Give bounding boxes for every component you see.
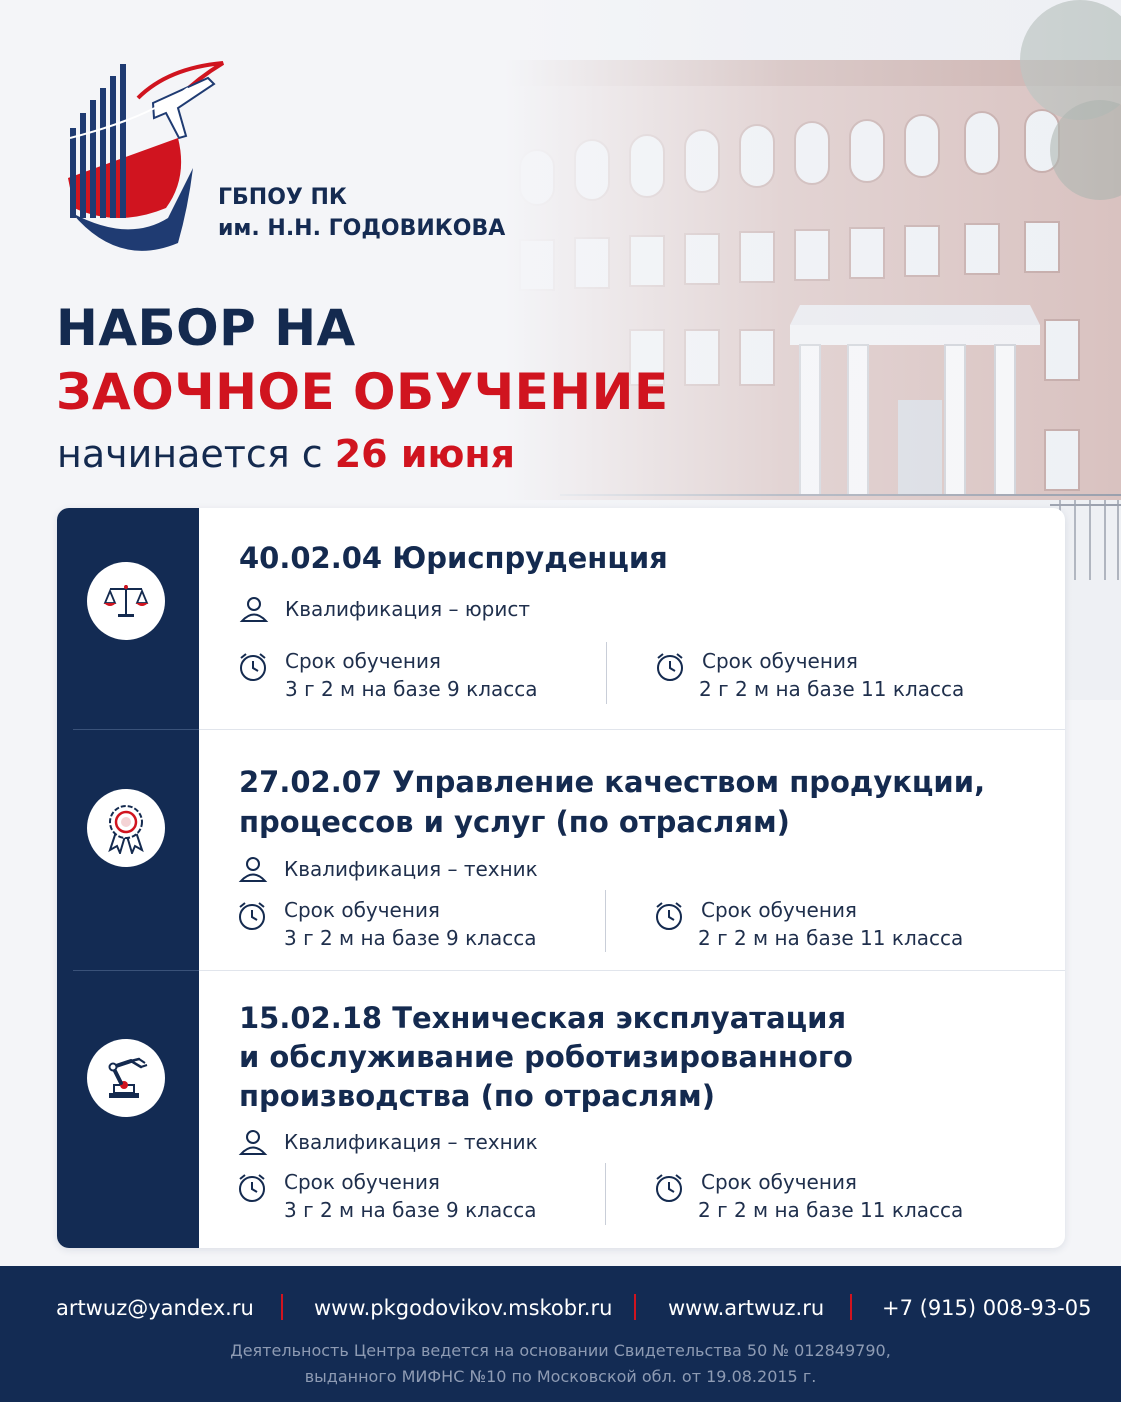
duration-label: Срок обучения	[701, 1170, 857, 1194]
website-link[interactable]: www.pkgodovikov.mskobr.ru	[314, 1296, 613, 1320]
person-icon	[239, 594, 269, 624]
start-date-line	[57, 430, 515, 478]
qualification: Квалификация – юрист	[285, 597, 530, 621]
row-separator	[199, 970, 1065, 971]
org-line-1: ГБПОУ ПК	[218, 185, 347, 210]
clock-icon	[237, 651, 269, 683]
program-title: 15.02.18 Техническая эксплуатация	[239, 1001, 847, 1035]
duration-value: 3 г 2 м на базе 9 класса	[284, 1198, 537, 1222]
qualification: Квалификация – техник	[284, 857, 538, 881]
website-link[interactable]: www.artwuz.ru	[668, 1296, 825, 1320]
duration-label: Срок обучения	[285, 649, 441, 673]
org-line-2: им. Н.Н. ГОДОВИКОВА	[218, 216, 506, 241]
row-separator	[199, 729, 1065, 730]
column-divider	[605, 890, 606, 952]
rail-separator	[73, 970, 203, 971]
contact-separator	[850, 1294, 852, 1320]
duration-label: Срок обучения	[284, 1170, 440, 1194]
programs-card	[57, 508, 1065, 1248]
phone-link[interactable]: +7 (915) 008-93-05	[882, 1296, 1092, 1320]
duration-value: 2 г 2 м на базе 11 класса	[698, 1198, 964, 1222]
clock-icon	[236, 1172, 268, 1204]
column-divider	[605, 1163, 606, 1225]
legal-line-1: Деятельность Центра ведется на основании Свидетельства 50 № 012849790,	[230, 1341, 891, 1360]
start-date-prefix: начинается с	[57, 432, 335, 476]
contact-separator	[634, 1294, 636, 1320]
clock-icon	[653, 1172, 685, 1204]
headline-line-2: ЗАОЧНОЕ ОБУЧЕНИЕ	[56, 363, 669, 421]
program-title: производства (по отраслям)	[239, 1079, 715, 1113]
duration-value: 3 г 2 м на базе 9 класса	[284, 926, 537, 950]
program-title: 40.02.04 Юриспруденция	[239, 541, 668, 575]
duration-value: 2 г 2 м на базе 11 класса	[699, 677, 965, 701]
program-title: 27.02.07 Управление качеством продукции,	[239, 765, 986, 799]
person-icon	[238, 854, 268, 884]
duration-value: 2 г 2 м на базе 11 класса	[698, 926, 964, 950]
college-logo	[58, 58, 238, 258]
duration-label: Срок обучения	[701, 898, 857, 922]
clock-icon	[653, 900, 685, 932]
duration-label: Срок обучения	[702, 649, 858, 673]
headline-line-1: НАБОР НА	[56, 299, 356, 357]
qualification: Квалификация – техник	[284, 1130, 538, 1154]
email-link[interactable]: artwuz@yandex.ru	[56, 1296, 254, 1320]
award-rosette-icon	[87, 789, 165, 867]
legal-line-2: выданного МИФНС №10 по Московской обл. от 19.08.2015 г.	[304, 1367, 817, 1386]
organization-name	[218, 182, 505, 244]
program-title: и обслуживание роботизированного	[239, 1040, 853, 1074]
start-date: 26 июня	[334, 432, 516, 476]
clock-icon	[236, 900, 268, 932]
duration-label: Срок обучения	[284, 898, 440, 922]
person-icon	[238, 1127, 268, 1157]
duration-value: 3 г 2 м на базе 9 класса	[285, 677, 538, 701]
rail-separator	[73, 729, 203, 730]
scales-icon	[87, 562, 165, 640]
clock-icon	[654, 651, 686, 683]
contact-separator	[281, 1294, 283, 1320]
column-divider	[606, 642, 607, 704]
program-title: процессов и услуг (по отраслям)	[239, 805, 790, 839]
robot-arm-icon	[87, 1039, 165, 1117]
